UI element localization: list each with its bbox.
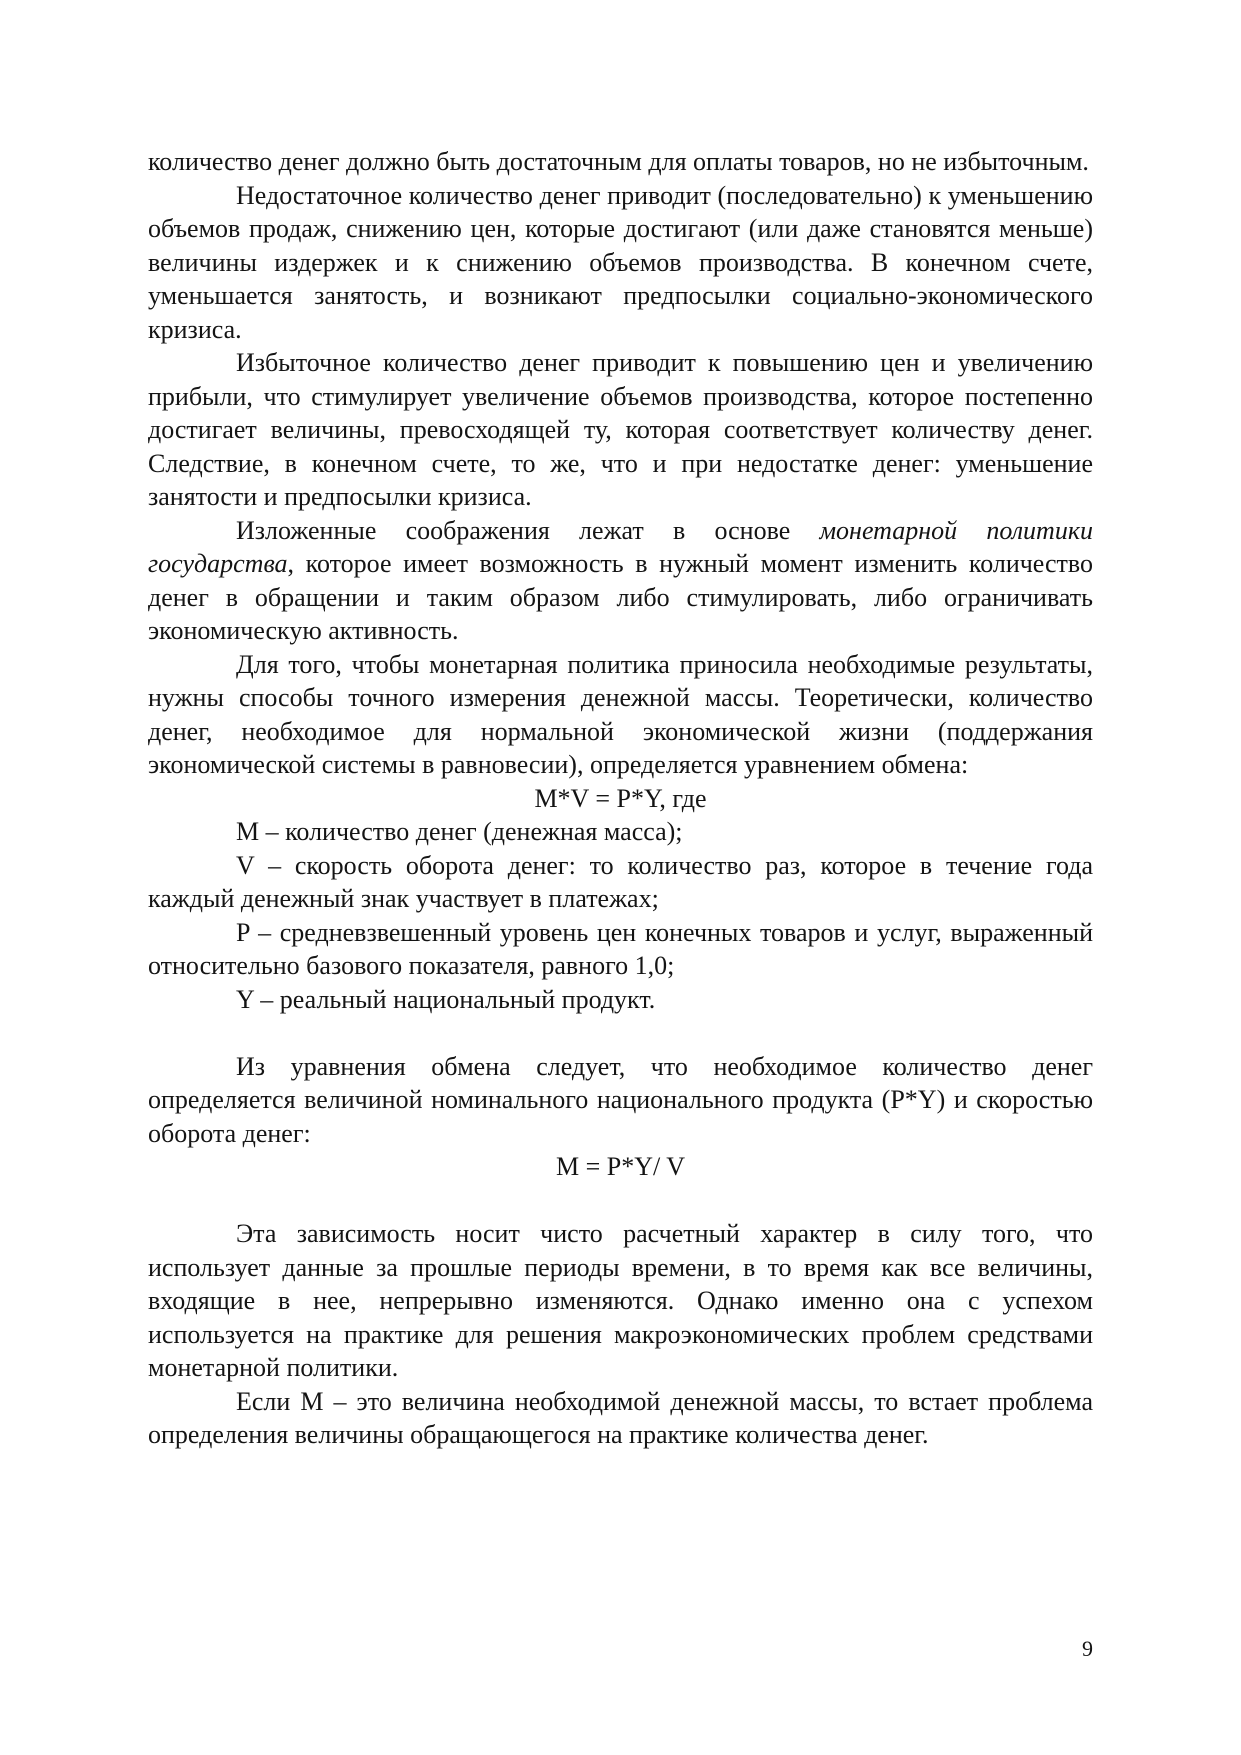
- paragraph-2: Недостаточное количество денег приводит (последовательно) к уменьшению объемов продаж, снижению цен, которые достигают (или даже становятся меньше) величины издержек и к снижению объемов производства. В конечном счете, уменьшается занятость, и возникают предпосылки социально-экономического кризиса.: [148, 180, 1093, 344]
- paragraph-6: Из уравнения обмена следует, что необходимое количество денег определяется величиной номинального национального продукта (P*Y) и скоростью оборота денег:: [148, 1051, 1093, 1148]
- paragraph-7: Эта зависимость носит чисто расчетный характер в силу того, что использует данные за прошлые периоды времени, в то время как все величины, входящие в нее, непрерывно изменяются. Однако именно она с успехом используется на практике для решения макроэкономических проблем средствами монетарной политики.: [148, 1219, 1093, 1382]
- paragraph-4-end: , которое имеет возможность в нужный момент изменить количество денег в обращении и таким образом либо стимулировать, либо ограничивать экономическую активность.: [148, 549, 1093, 645]
- exchange-equation: M*V = P*Y, где: [534, 783, 707, 813]
- monetary-policy-term: монетарной политики государства: [148, 515, 1093, 578]
- money-supply-formula: M = P*Y/ V: [555, 1152, 686, 1181]
- blank-line: [148, 1184, 1093, 1218]
- definition-v: V – скорость оборота денег: то количество раз, которое в течение года каждый денежный знак участвует в платежах;: [148, 850, 1093, 913]
- page-number: 9: [1082, 1636, 1093, 1661]
- page-body: [148, 145, 1093, 1452]
- paragraph-3: Избыточное количество денег приводит к повышению цен и увеличению прибыли, что стимулирует увеличение объемов производства, которое постепенно достигает величины, превосходящей ту, которая соответствует количеству денег. Следствие, в конечном счете, то же, что и при недостатке денег: уменьшение занятости и предпосылки кризиса.: [148, 348, 1093, 511]
- paragraph-5: Для того, чтобы монетарная политика приносила необходимые результаты, нужны способы точного измерения денежной массы. Теоретически, количество денег, необходимое для нормальной экономической жизни (поддержания экономической системы в равновесии), определяется уравнением обмена:: [148, 649, 1093, 779]
- paragraph-4: [148, 514, 1093, 648]
- definition-y: Y – реальный национальный продукт.: [236, 984, 656, 1014]
- blank-line: [148, 1016, 1093, 1050]
- paragraph-4-start: Изложенные соображения лежат в основе: [236, 515, 820, 545]
- definition-m: M – количество денег (денежная масса);: [236, 817, 683, 846]
- paragraph-8: Если M – это величина необходимой денежной массы, то встает проблема определения величины обращающегося на практике количества денег.: [148, 1386, 1093, 1449]
- definition-p: P – средневзвешенный уровень цен конечных товаров и услуг, выраженный относительно базового показателя, равного 1,0;: [148, 917, 1093, 980]
- paragraph-1: количество денег должно быть достаточным для оплаты товаров, но не избыточным.: [148, 147, 1089, 176]
